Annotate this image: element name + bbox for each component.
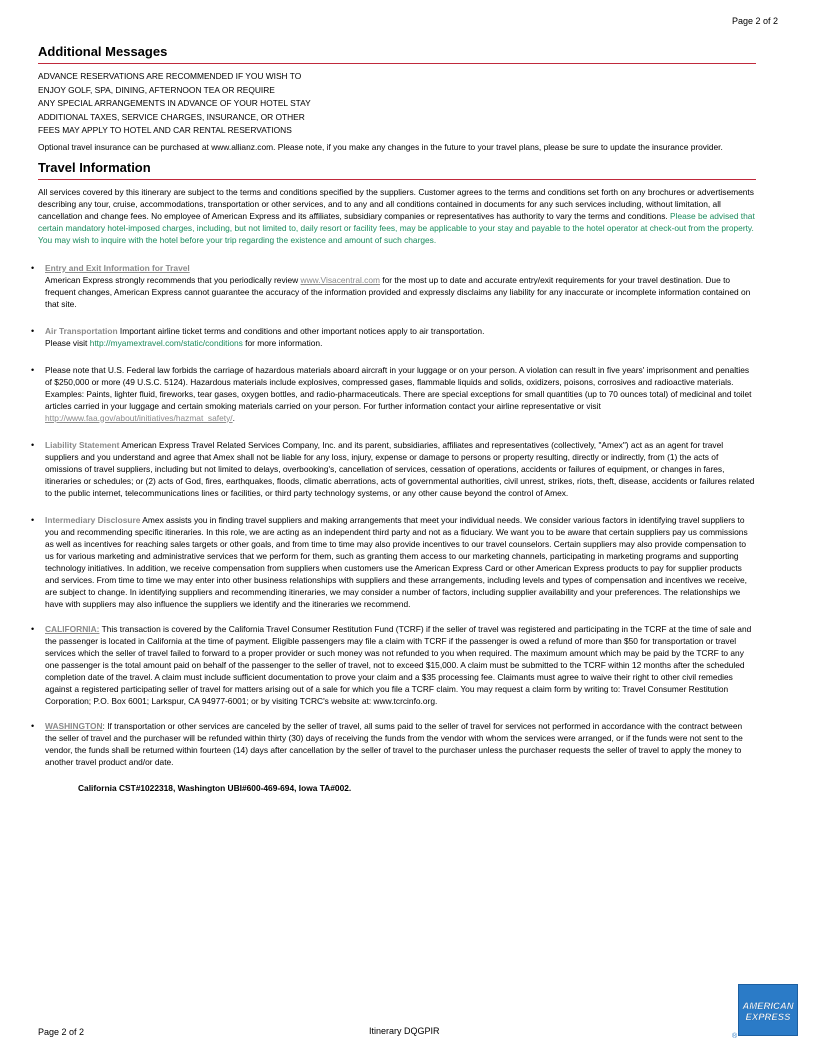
additional-messages-list (38, 70, 756, 138)
message-line: ADDITIONAL TAXES, SERVICE CHARGES, INSURANCE, OR OTHER (38, 111, 305, 122)
footer-itinerary: Itinerary DQGPIR (369, 1026, 440, 1036)
california-text: This transaction is covered by the California Travel Consumer Restitution Fund (TCRF) if the seller of travel was registered and participating in the TCRF at the time of sale and the passenger is located in California at the time of payment. Eligible passengers may file a claim with TCRF if the passenger is owed a refund of more than $50 for transportation or travel services which the seller of travel failed to forward to a proper provider or such money was not refunded to you when required. The maximum amount which may be paid by the TCRF to any one passenger is the total amount paid on behalf of the passenger to the seller of travel, not to exceed $15,000. A claim must be submitted to the TCRF within 12 months after the scheduled completion date of the travel. A claim must include sufficient documentation to prove your claim and a $35 processing fee. Claimants must agree to waive their right to other civil remedies against a registered participating seller of travel for matters arising out of a sale for which you file a TCRF claim. You may request a claim form by writing to: Travel Consumer Restitution Corporation; P.O. Box 6001; Larkspur, CA 94977-6001; or by visiting TCRC's website at: www.tcrcinfo.org. (45, 623, 752, 706)
amex-logo-graphic (739, 985, 797, 1035)
terms-list (31, 262, 756, 768)
bullet: • (31, 720, 35, 731)
washington-item (31, 720, 756, 768)
liability-title: Liability Statement (45, 439, 120, 450)
bullet: • (31, 364, 35, 375)
footer-page-number: Page 2 of 2 (38, 1027, 85, 1037)
registration-numbers: California CST#1022318, Washington UBI#600-469-694, Iowa TA#002. (78, 782, 352, 793)
additional-messages-heading: Additional Messages (38, 44, 756, 64)
entry-exit-text-a: American Express strongly recommends that you periodically review (45, 274, 301, 285)
message-line: ANY SPECIAL ARRANGEMENTS IN ADVANCE OF YOUR HOTEL STAY (38, 98, 311, 108)
message-line: ADVANCE RESERVATIONS ARE RECOMMENDED IF YOU WISH TO (38, 71, 302, 81)
air-transportation-text-a: Important airline ticket terms and conditions and other important notices apply to air transportation. (117, 325, 485, 336)
california-item (31, 623, 756, 707)
air-transportation-text-b: Please visit (45, 337, 90, 348)
bullet: • (31, 439, 35, 450)
document-body (31, 44, 756, 794)
visacentral-link[interactable]: www.Visacentral.com (300, 274, 380, 285)
air-transportation-title: Air Transportation (45, 325, 118, 336)
amex-logo-line2: EXPRESS (745, 1012, 791, 1023)
washington-text: : If transportation or other services are canceled by the seller of travel, all sums paid to the seller of travel for services not performed in accordance with the contract between the seller of travel and the purchaser will be refunded within thirty (30) days of receiving the funds from the vendor with whom the services were arranged, or if the funds were not sent to the vendor, the funds shall be returned within fourteen (14) days after cancellation by the seller of travel to the purchaser unless the purchaser requests the seller of travel to apply the money to another travel product and/or date. (45, 720, 743, 767)
registered-mark: ® (732, 1033, 738, 1040)
air-transportation-text-c: for more information. (242, 337, 323, 348)
amex-logo (738, 984, 798, 1036)
travel-information-heading: Travel Information (38, 160, 756, 180)
california-title: CALIFORNIA: (45, 623, 100, 634)
hazmat-item (31, 364, 756, 424)
air-transportation-item (31, 325, 756, 349)
entry-exit-title: Entry and Exit Information for Travel (45, 262, 190, 273)
hotel-charges-notice: Please be advised that certain mandatory hotel-imposed charges, including, but not limited to, daily resort or facility fees, may be applicable to your stay and payable to the hotel operator at check-out from the property. You may wish to inquire with the hotel before your trip regarding the existence and amount of such charges. (38, 210, 755, 245)
intermediary-item (31, 514, 756, 610)
washington-title: WASHINGTON (45, 720, 103, 731)
entry-exit-item (31, 262, 756, 310)
bullet: • (31, 262, 35, 273)
conditions-link[interactable]: http://myamextravel.com/static/conditions (89, 337, 243, 348)
hazmat-text-a: Please note that U.S. Federal law forbids the carriage of hazardous materials aboard aircraft in your luggage or on your person. A violation can result in five years' imprisonment and penalties of $250,000 or more (49 U.S.C. 5124). Hazardous materials include explosives, compressed gases, flammable liquids and solids, oxidizers, poisons, corrosives and radioactive materials. Examples: Paints, lighter fluid, fireworks, tear gases, oxygen bottles, and radio-pharmaceuticals. There are special exceptions for small quantities (up to 70 ounces total) of medicinal and toilet articles carried in your luggage and certain smoking materials carried on your person. For further information contact your airline representative or visit (45, 364, 752, 411)
hazmat-text-b: . (232, 412, 235, 423)
insurance-note: Optional travel insurance can be purchased at www.allianz.com. Please note, if you make any changes in the future to your travel plans, please be sure to update the insurance provider. (38, 141, 723, 152)
message-line: ENJOY GOLF, SPA, DINING, AFTERNOON TEA OR REQUIRE (38, 84, 275, 95)
page-number-top: Page 2 of 2 (731, 16, 778, 26)
message-line: FEES MAY APPLY TO HOTEL AND CAR RENTAL RESERVATIONS (38, 125, 292, 135)
travel-intro (38, 186, 756, 246)
liability-item (31, 439, 756, 499)
travel-intro-text: All services covered by this itinerary are subject to the terms and conditions specified by the suppliers. Customer agrees to the terms and conditions set forth on any brochures or advertisements describing any tour, cruise, accommodations, transportation or other services, and to any and all conditions contained in documents for any such services including, without limitation, all cancellation and change fees. No employee of American Express and its affiliates, subsidiary companies or representatives has authority to vary the terms and conditions. (38, 186, 754, 221)
bullet: • (31, 325, 35, 336)
amex-logo-line1: AMERICAN (742, 1001, 794, 1012)
intermediary-title: Intermediary Disclosure (45, 514, 141, 525)
entry-exit-text-b: for the most up to date and accurate entry/exit requirements for your travel destination. Due to frequent changes, American Express cannot guarantee the accuracy of the information provided and expressly disclaims any liability for any inaccurate or incomplete information contained on that site. (45, 274, 751, 309)
bullet: • (31, 623, 35, 634)
intermediary-text: Amex assists you in finding travel suppliers and making arrangements that meet your individual needs. We consider various factors in identifying travel suppliers to you and recommending specific itineraries. In this role, we are acting as an independent third party and not as a fiduciary. We want you to be aware that certain suppliers pay us commissions as well as incentives for reaching sales targets or other goals, and from time to time may also provide incentives to our travel counselors. Certain suppliers may also provide compensation to us for various marketing and administrative services that we perform for them, such as granting them access to our marketing channels, participating in marketing programs and supporting technology initiatives. In addition, we receive compensation from suppliers when customers use the American Express Card or other American Express products to pay for supplier products and services. From time to time we may enter into other business relationships with suppliers and these arrangements, including levels and types of compensation and incentives we receive, are subject to change. In identifying suppliers and recommending itineraries, we may consider a number of factors, including supplier availability and your preferences. The relationships we have with suppliers may also influence the suppliers we identify and the itineraries we recommend. (45, 514, 748, 609)
faa-hazmat-link[interactable]: http://www.faa.gov/about/initiatives/hazmat_safety/ (45, 412, 233, 423)
bullet: • (31, 514, 35, 525)
liability-text: American Express Travel Related Services Company, Inc. and its parent, subsidiaries, affiliates and representatives (collectively, "Amex") act as an agent for travel suppliers and you understand and agree that Amex shall not be liable for any loss, injury, expense or damage to persons or property resulting, directly or indirectly, from (1) the acts of omissions of travel suppliers, including but not limited to delays, overbooking's, cancellation of services, cessation of operations, accidents or failures of equipment, or changes in fares, itineraries or schedules; or (2) acts of God, fires, earthquakes, floods, climatic aberrations, acts of governmental authorities, civil unrest, strikes, riots, theft, disease, accidents or failures related to the public internet, telecommunications lines or facilities, or third party technology systems, or any other cause beyond the control of Amex. (45, 439, 755, 498)
